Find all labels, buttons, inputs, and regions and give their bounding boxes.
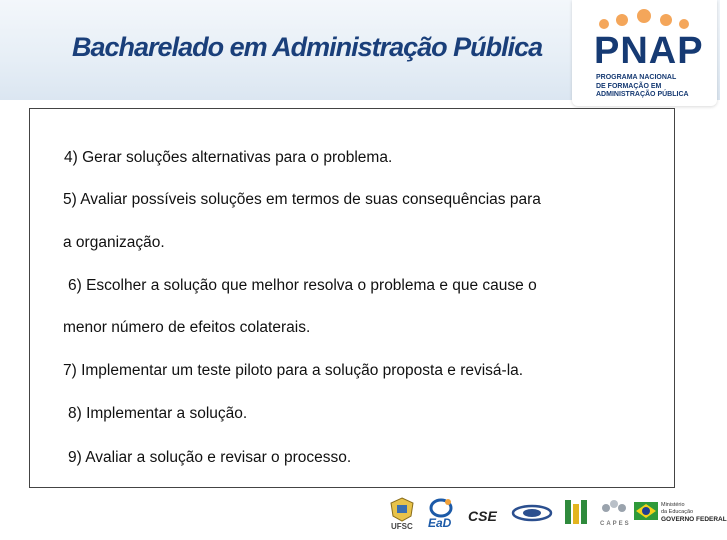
pnap-subtitle-line: PROGRAMA NACIONAL xyxy=(596,74,677,81)
pnap-subtitle-line: ADMINISTRAÇÃO PÚBLICA xyxy=(596,91,689,98)
governo-federal-logo xyxy=(634,496,727,534)
ufsc-crest-icon xyxy=(388,496,416,522)
content-line: 6) Escolher a solução que melhor resolva o problema e que cause o xyxy=(68,277,537,294)
content-line: 7) Implementar um teste piloto para a solução proposta e revisá-la. xyxy=(63,362,524,379)
ead-logo xyxy=(424,496,458,534)
page-title: Bacharelado em Administração Pública xyxy=(72,32,543,62)
capes-label: CAPES xyxy=(600,521,631,527)
footer-logos xyxy=(384,496,727,536)
capes-logo xyxy=(596,496,632,534)
uab-logo xyxy=(510,496,554,534)
pnap-logo xyxy=(572,0,717,106)
content-line: 9) Avaliar a solução e revisar o processo. xyxy=(68,449,352,466)
pnap-subtitle xyxy=(596,74,696,100)
ead-label: EaD xyxy=(428,516,452,530)
content-line: 5) Avaliar possíveis soluções em termos de suas consequências para xyxy=(63,191,541,208)
content-line: a organização. xyxy=(63,234,165,251)
gov-line-1: Ministério xyxy=(661,502,685,508)
bars-icon xyxy=(562,496,590,528)
content-line: 4) Gerar soluções alternativas para o problema. xyxy=(64,149,393,166)
content-box xyxy=(29,108,675,488)
institution-bars-logo xyxy=(562,496,590,534)
capes-mark-icon xyxy=(596,496,632,520)
pnap-subtitle-line: DE FORMAÇÃO EM xyxy=(596,82,662,90)
gov-line-2: da Educação xyxy=(661,509,694,515)
uab-oval-icon xyxy=(510,496,554,526)
gov-line-3: GOVERNO FEDERAL xyxy=(661,516,727,523)
content-line: menor número de efeitos colaterais. xyxy=(63,319,311,336)
ufsc-label: UFSC xyxy=(391,522,413,531)
pnap-wordmark: PNAP xyxy=(594,30,704,72)
cse-logo xyxy=(466,496,506,534)
brazil-flag-icon xyxy=(634,502,658,520)
ufsc-logo xyxy=(388,496,416,534)
cse-label: CSE xyxy=(468,508,497,524)
ead-swirl-icon xyxy=(424,496,458,518)
content-line: 8) Implementar a solução. xyxy=(68,405,248,422)
